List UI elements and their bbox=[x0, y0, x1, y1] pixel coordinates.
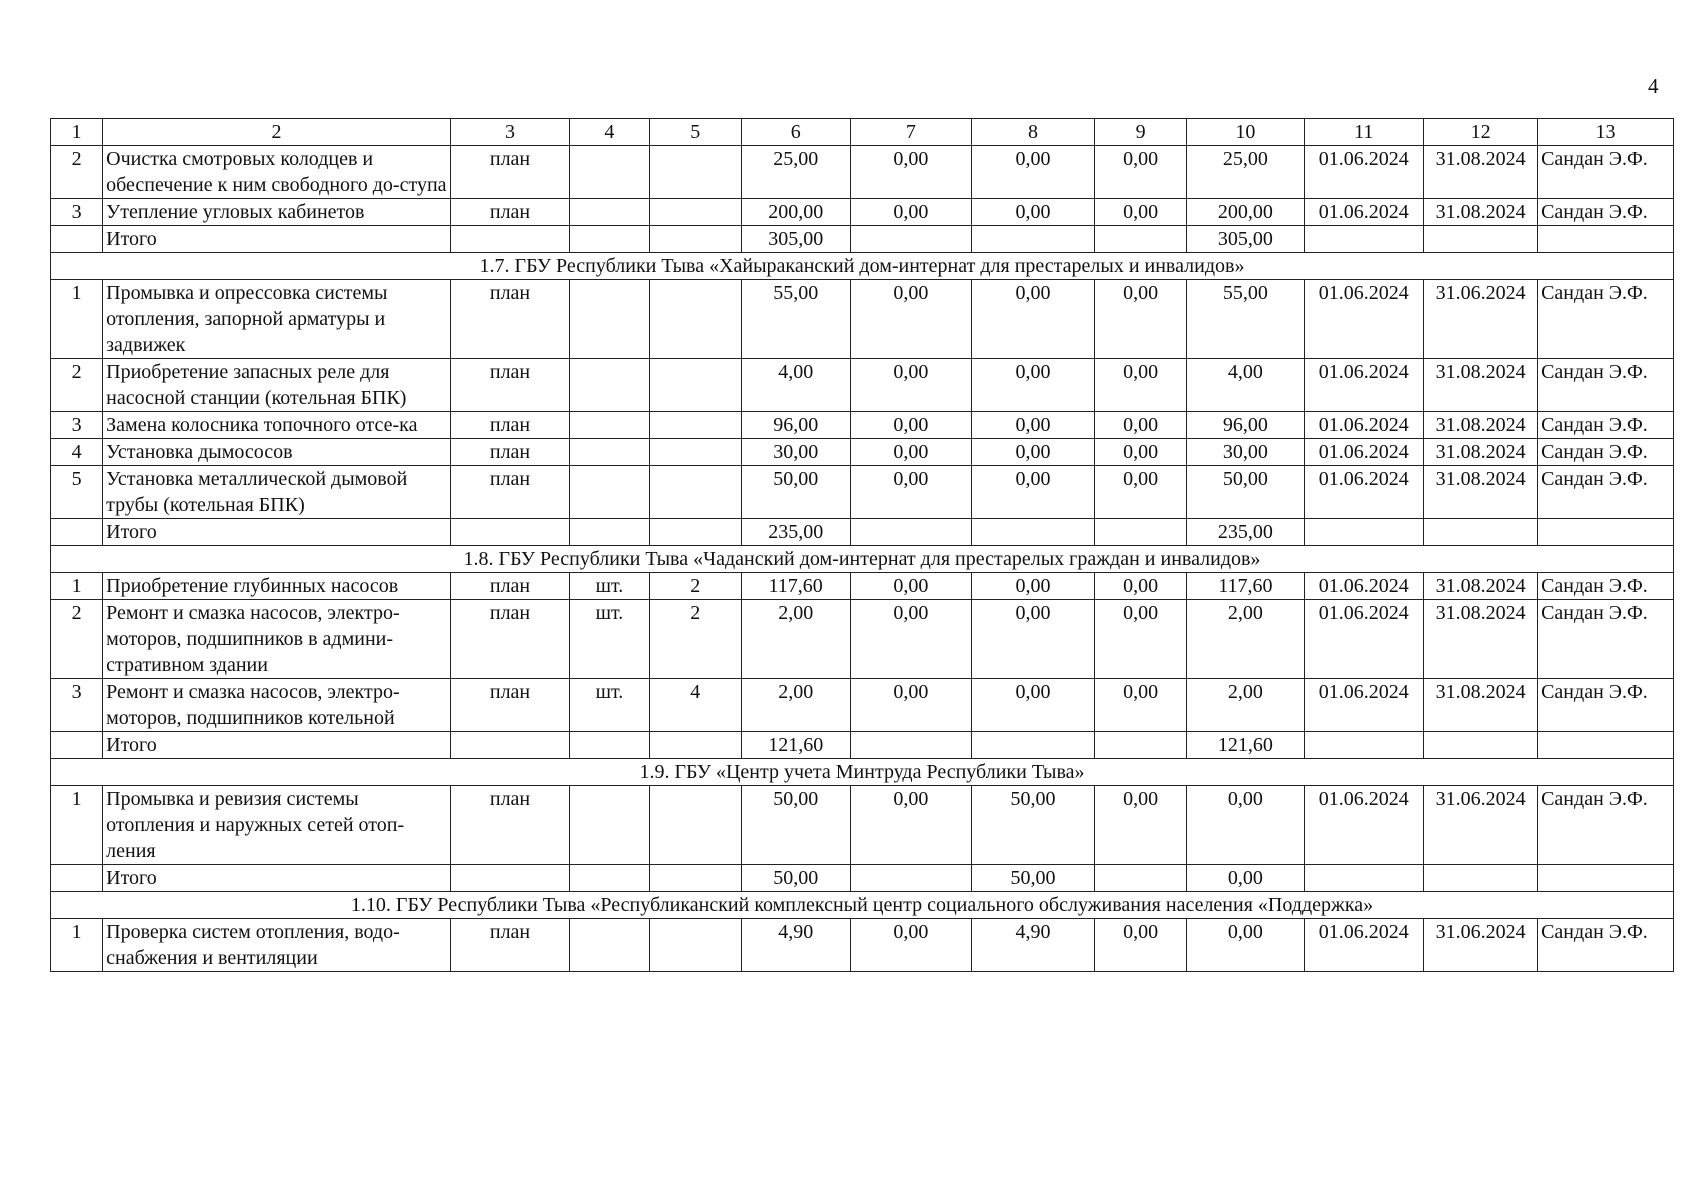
value-6: 50,00 bbox=[741, 786, 850, 865]
header-cell: 7 bbox=[850, 119, 972, 146]
start-date: 01.06.2024 bbox=[1304, 600, 1423, 679]
header-cell: 8 bbox=[972, 119, 1095, 146]
row-number: 2 bbox=[51, 146, 103, 199]
empty-cell bbox=[850, 519, 972, 546]
row-number: 1 bbox=[51, 919, 103, 972]
value-9: 0,00 bbox=[1094, 600, 1186, 679]
work-type: план bbox=[450, 600, 569, 679]
start-date: 01.06.2024 bbox=[1304, 199, 1423, 226]
unit bbox=[570, 412, 649, 439]
value-7: 0,00 bbox=[850, 786, 972, 865]
header-cell: 6 bbox=[741, 119, 850, 146]
work-type: план bbox=[450, 573, 569, 600]
section-title: 1.10. ГБУ Республики Тыва «Республиканский комплексный центр социального обслуживания населения «Поддержка» bbox=[51, 892, 1674, 919]
value-9: 0,00 bbox=[1094, 359, 1186, 412]
value-10: 25,00 bbox=[1187, 146, 1304, 199]
total-value-6: 121,60 bbox=[741, 732, 850, 759]
value-6: 55,00 bbox=[741, 280, 850, 359]
empty-cell bbox=[1538, 226, 1674, 253]
empty-cell bbox=[1424, 732, 1538, 759]
value-10: 30,00 bbox=[1187, 439, 1304, 466]
table-row bbox=[51, 679, 1674, 732]
table-row bbox=[51, 280, 1674, 359]
value-8: 0,00 bbox=[972, 280, 1095, 359]
empty-cell bbox=[1094, 865, 1186, 892]
end-date: 31.06.2024 bbox=[1424, 786, 1538, 865]
work-name: Промывка и опрессовка системы отопления, запорной арматуры и задвижек bbox=[103, 280, 451, 359]
row-number: 1 bbox=[51, 280, 103, 359]
quantity: 2 bbox=[649, 600, 741, 679]
responsible: Сандан Э.Ф. bbox=[1538, 359, 1674, 412]
header-cell: 1 bbox=[51, 119, 103, 146]
empty-cell bbox=[1304, 226, 1423, 253]
value-8: 0,00 bbox=[972, 439, 1095, 466]
work-name: Установка дымососов bbox=[103, 439, 451, 466]
row-number: 2 bbox=[51, 600, 103, 679]
header-cell: 11 bbox=[1304, 119, 1423, 146]
works-table bbox=[50, 118, 1674, 972]
header-row bbox=[51, 119, 1674, 146]
empty-cell bbox=[1538, 732, 1674, 759]
unit: шт. bbox=[570, 679, 649, 732]
responsible: Сандан Э.Ф. bbox=[1538, 199, 1674, 226]
value-6: 4,00 bbox=[741, 359, 850, 412]
start-date: 01.06.2024 bbox=[1304, 466, 1423, 519]
section-title: 1.7. ГБУ Республики Тыва «Хайыраканский дом-интернат для престарелых и инвалидов» bbox=[51, 253, 1674, 280]
value-9: 0,00 bbox=[1094, 573, 1186, 600]
quantity bbox=[649, 280, 741, 359]
total-value-10: 0,00 bbox=[1187, 865, 1304, 892]
total-row bbox=[51, 865, 1674, 892]
value-10: 200,00 bbox=[1187, 199, 1304, 226]
total-label: Итого bbox=[103, 226, 451, 253]
empty-cell bbox=[1094, 519, 1186, 546]
table-row bbox=[51, 439, 1674, 466]
start-date: 01.06.2024 bbox=[1304, 679, 1423, 732]
empty-cell bbox=[649, 732, 741, 759]
end-date: 31.08.2024 bbox=[1424, 199, 1538, 226]
row-number: 4 bbox=[51, 439, 103, 466]
work-name: Проверка систем отопления, водо-снабжения и вентиляции bbox=[103, 919, 451, 972]
table-row bbox=[51, 359, 1674, 412]
quantity bbox=[649, 919, 741, 972]
value-8: 50,00 bbox=[972, 786, 1095, 865]
table-row bbox=[51, 199, 1674, 226]
value-6: 25,00 bbox=[741, 146, 850, 199]
empty-cell bbox=[51, 732, 103, 759]
responsible: Сандан Э.Ф. bbox=[1538, 146, 1674, 199]
value-10: 0,00 bbox=[1187, 786, 1304, 865]
work-type: план bbox=[450, 679, 569, 732]
empty-cell bbox=[1304, 519, 1423, 546]
row-number: 1 bbox=[51, 573, 103, 600]
total-value-6: 50,00 bbox=[741, 865, 850, 892]
work-type: план bbox=[450, 412, 569, 439]
value-9: 0,00 bbox=[1094, 466, 1186, 519]
responsible: Сандан Э.Ф. bbox=[1538, 600, 1674, 679]
unit bbox=[570, 439, 649, 466]
empty-cell bbox=[570, 865, 649, 892]
total-value-8 bbox=[972, 226, 1095, 253]
quantity bbox=[649, 199, 741, 226]
start-date: 01.06.2024 bbox=[1304, 919, 1423, 972]
value-7: 0,00 bbox=[850, 412, 972, 439]
end-date: 31.08.2024 bbox=[1424, 679, 1538, 732]
empty-cell bbox=[51, 226, 103, 253]
value-10: 55,00 bbox=[1187, 280, 1304, 359]
table-row bbox=[51, 786, 1674, 865]
work-type: план bbox=[450, 199, 569, 226]
start-date: 01.06.2024 bbox=[1304, 280, 1423, 359]
work-name: Промывка и ревизия системы отопления и наружных сетей отоп-ления bbox=[103, 786, 451, 865]
total-value-6: 305,00 bbox=[741, 226, 850, 253]
empty-cell bbox=[649, 865, 741, 892]
empty-cell bbox=[1538, 865, 1674, 892]
table-row bbox=[51, 146, 1674, 199]
total-value-10: 305,00 bbox=[1187, 226, 1304, 253]
start-date: 01.06.2024 bbox=[1304, 573, 1423, 600]
value-7: 0,00 bbox=[850, 573, 972, 600]
work-name: Утепление угловых кабинетов bbox=[103, 199, 451, 226]
quantity bbox=[649, 466, 741, 519]
value-6: 30,00 bbox=[741, 439, 850, 466]
work-name: Приобретение глубинных насосов bbox=[103, 573, 451, 600]
quantity: 4 bbox=[649, 679, 741, 732]
work-type: план bbox=[450, 466, 569, 519]
empty-cell bbox=[1424, 226, 1538, 253]
work-name: Замена колосника топочного отсе-ка bbox=[103, 412, 451, 439]
quantity bbox=[649, 146, 741, 199]
end-date: 31.08.2024 bbox=[1424, 466, 1538, 519]
value-8: 0,00 bbox=[972, 573, 1095, 600]
value-10: 2,00 bbox=[1187, 600, 1304, 679]
start-date: 01.06.2024 bbox=[1304, 359, 1423, 412]
value-8: 0,00 bbox=[972, 146, 1095, 199]
total-row bbox=[51, 519, 1674, 546]
value-7: 0,00 bbox=[850, 466, 972, 519]
empty-cell bbox=[570, 226, 649, 253]
responsible: Сандан Э.Ф. bbox=[1538, 466, 1674, 519]
total-value-10: 235,00 bbox=[1187, 519, 1304, 546]
value-10: 2,00 bbox=[1187, 679, 1304, 732]
table-row bbox=[51, 412, 1674, 439]
value-7: 0,00 bbox=[850, 146, 972, 199]
quantity: 2 bbox=[649, 573, 741, 600]
value-7: 0,00 bbox=[850, 359, 972, 412]
responsible: Сандан Э.Ф. bbox=[1538, 439, 1674, 466]
work-type: план bbox=[450, 359, 569, 412]
value-6: 2,00 bbox=[741, 600, 850, 679]
value-9: 0,00 bbox=[1094, 146, 1186, 199]
header-cell: 12 bbox=[1424, 119, 1538, 146]
total-value-10: 121,60 bbox=[1187, 732, 1304, 759]
row-number: 3 bbox=[51, 679, 103, 732]
value-6: 96,00 bbox=[741, 412, 850, 439]
responsible: Сандан Э.Ф. bbox=[1538, 573, 1674, 600]
table-row bbox=[51, 573, 1674, 600]
total-value-6: 235,00 bbox=[741, 519, 850, 546]
header-cell: 5 bbox=[649, 119, 741, 146]
section-row bbox=[51, 892, 1674, 919]
total-label: Итого bbox=[103, 865, 451, 892]
end-date: 31.08.2024 bbox=[1424, 600, 1538, 679]
end-date: 31.06.2024 bbox=[1424, 919, 1538, 972]
table-row bbox=[51, 600, 1674, 679]
value-8: 0,00 bbox=[972, 199, 1095, 226]
total-row bbox=[51, 732, 1674, 759]
unit bbox=[570, 146, 649, 199]
section-row bbox=[51, 759, 1674, 786]
row-number: 1 bbox=[51, 786, 103, 865]
empty-cell bbox=[850, 226, 972, 253]
work-type: план bbox=[450, 919, 569, 972]
value-7: 0,00 bbox=[850, 679, 972, 732]
unit bbox=[570, 786, 649, 865]
responsible: Сандан Э.Ф. bbox=[1538, 919, 1674, 972]
header-cell: 9 bbox=[1094, 119, 1186, 146]
start-date: 01.06.2024 bbox=[1304, 439, 1423, 466]
table-row bbox=[51, 919, 1674, 972]
value-6: 117,60 bbox=[741, 573, 850, 600]
empty-cell bbox=[850, 732, 972, 759]
total-value-8 bbox=[972, 732, 1095, 759]
end-date: 31.06.2024 bbox=[1424, 280, 1538, 359]
empty-cell bbox=[450, 519, 569, 546]
work-type: план bbox=[450, 439, 569, 466]
quantity bbox=[649, 786, 741, 865]
value-8: 4,90 bbox=[972, 919, 1095, 972]
section-title: 1.9. ГБУ «Центр учета Минтруда Республики Тыва» bbox=[51, 759, 1674, 786]
value-9: 0,00 bbox=[1094, 412, 1186, 439]
empty-cell bbox=[450, 732, 569, 759]
value-8: 0,00 bbox=[972, 600, 1095, 679]
unit bbox=[570, 919, 649, 972]
value-8: 0,00 bbox=[972, 412, 1095, 439]
table-row bbox=[51, 466, 1674, 519]
value-6: 200,00 bbox=[741, 199, 850, 226]
total-label: Итого bbox=[103, 732, 451, 759]
total-label: Итого bbox=[103, 519, 451, 546]
start-date: 01.06.2024 bbox=[1304, 412, 1423, 439]
total-row bbox=[51, 226, 1674, 253]
empty-cell bbox=[649, 226, 741, 253]
start-date: 01.06.2024 bbox=[1304, 786, 1423, 865]
unit bbox=[570, 466, 649, 519]
empty-cell bbox=[1304, 865, 1423, 892]
start-date: 01.06.2024 bbox=[1304, 146, 1423, 199]
value-10: 96,00 bbox=[1187, 412, 1304, 439]
empty-cell bbox=[51, 865, 103, 892]
value-8: 0,00 bbox=[972, 679, 1095, 732]
value-7: 0,00 bbox=[850, 439, 972, 466]
unit bbox=[570, 280, 649, 359]
end-date: 31.08.2024 bbox=[1424, 412, 1538, 439]
empty-cell bbox=[1424, 519, 1538, 546]
quantity bbox=[649, 359, 741, 412]
total-value-8 bbox=[972, 519, 1095, 546]
unit: шт. bbox=[570, 573, 649, 600]
value-10: 4,00 bbox=[1187, 359, 1304, 412]
value-8: 0,00 bbox=[972, 359, 1095, 412]
header-cell: 10 bbox=[1187, 119, 1304, 146]
value-8: 0,00 bbox=[972, 466, 1095, 519]
unit bbox=[570, 359, 649, 412]
row-number: 5 bbox=[51, 466, 103, 519]
quantity bbox=[649, 412, 741, 439]
section-row bbox=[51, 253, 1674, 280]
value-10: 117,60 bbox=[1187, 573, 1304, 600]
empty-cell bbox=[1304, 732, 1423, 759]
work-name: Установка металлической дымовой трубы (котельная БПК) bbox=[103, 466, 451, 519]
responsible: Сандан Э.Ф. bbox=[1538, 786, 1674, 865]
work-type: план bbox=[450, 146, 569, 199]
work-name: Ремонт и смазка насосов, электро-моторов, подшипников котельной bbox=[103, 679, 451, 732]
responsible: Сандан Э.Ф. bbox=[1538, 280, 1674, 359]
page-number: 4 bbox=[1648, 74, 1659, 98]
row-number: 3 bbox=[51, 412, 103, 439]
empty-cell bbox=[1538, 519, 1674, 546]
empty-cell bbox=[450, 226, 569, 253]
empty-cell bbox=[1094, 732, 1186, 759]
empty-cell bbox=[850, 865, 972, 892]
end-date: 31.08.2024 bbox=[1424, 573, 1538, 600]
unit: шт. bbox=[570, 600, 649, 679]
work-name: Очистка смотровых колодцев и обеспечение к ним свободного до-ступа bbox=[103, 146, 451, 199]
work-type: план bbox=[450, 280, 569, 359]
value-6: 2,00 bbox=[741, 679, 850, 732]
empty-cell bbox=[649, 519, 741, 546]
responsible: Сандан Э.Ф. bbox=[1538, 412, 1674, 439]
value-7: 0,00 bbox=[850, 600, 972, 679]
value-7: 0,00 bbox=[850, 199, 972, 226]
value-9: 0,00 bbox=[1094, 679, 1186, 732]
value-9: 0,00 bbox=[1094, 439, 1186, 466]
value-10: 0,00 bbox=[1187, 919, 1304, 972]
value-6: 4,90 bbox=[741, 919, 850, 972]
section-row bbox=[51, 546, 1674, 573]
end-date: 31.08.2024 bbox=[1424, 146, 1538, 199]
work-name: Приобретение запасных реле для насосной станции (котельная БПК) bbox=[103, 359, 451, 412]
header-cell: 4 bbox=[570, 119, 649, 146]
unit bbox=[570, 199, 649, 226]
value-9: 0,00 bbox=[1094, 919, 1186, 972]
section-title: 1.8. ГБУ Республики Тыва «Чаданский дом-интернат для престарелых граждан и инвалидов» bbox=[51, 546, 1674, 573]
header-cell: 2 bbox=[103, 119, 451, 146]
value-10: 50,00 bbox=[1187, 466, 1304, 519]
responsible: Сандан Э.Ф. bbox=[1538, 679, 1674, 732]
empty-cell bbox=[1094, 226, 1186, 253]
empty-cell bbox=[450, 865, 569, 892]
value-6: 50,00 bbox=[741, 466, 850, 519]
header-cell: 3 bbox=[450, 119, 569, 146]
row-number: 2 bbox=[51, 359, 103, 412]
quantity bbox=[649, 439, 741, 466]
work-type: план bbox=[450, 786, 569, 865]
end-date: 31.08.2024 bbox=[1424, 439, 1538, 466]
value-9: 0,00 bbox=[1094, 786, 1186, 865]
value-9: 0,00 bbox=[1094, 280, 1186, 359]
value-7: 0,00 bbox=[850, 280, 972, 359]
end-date: 31.08.2024 bbox=[1424, 359, 1538, 412]
empty-cell bbox=[1424, 865, 1538, 892]
header-cell: 13 bbox=[1538, 119, 1674, 146]
value-7: 0,00 bbox=[850, 919, 972, 972]
row-number: 3 bbox=[51, 199, 103, 226]
empty-cell bbox=[51, 519, 103, 546]
work-name: Ремонт и смазка насосов, электро-моторов, подшипников в админи-стративном здании bbox=[103, 600, 451, 679]
value-9: 0,00 bbox=[1094, 199, 1186, 226]
total-value-8: 50,00 bbox=[972, 865, 1095, 892]
empty-cell bbox=[570, 732, 649, 759]
empty-cell bbox=[570, 519, 649, 546]
